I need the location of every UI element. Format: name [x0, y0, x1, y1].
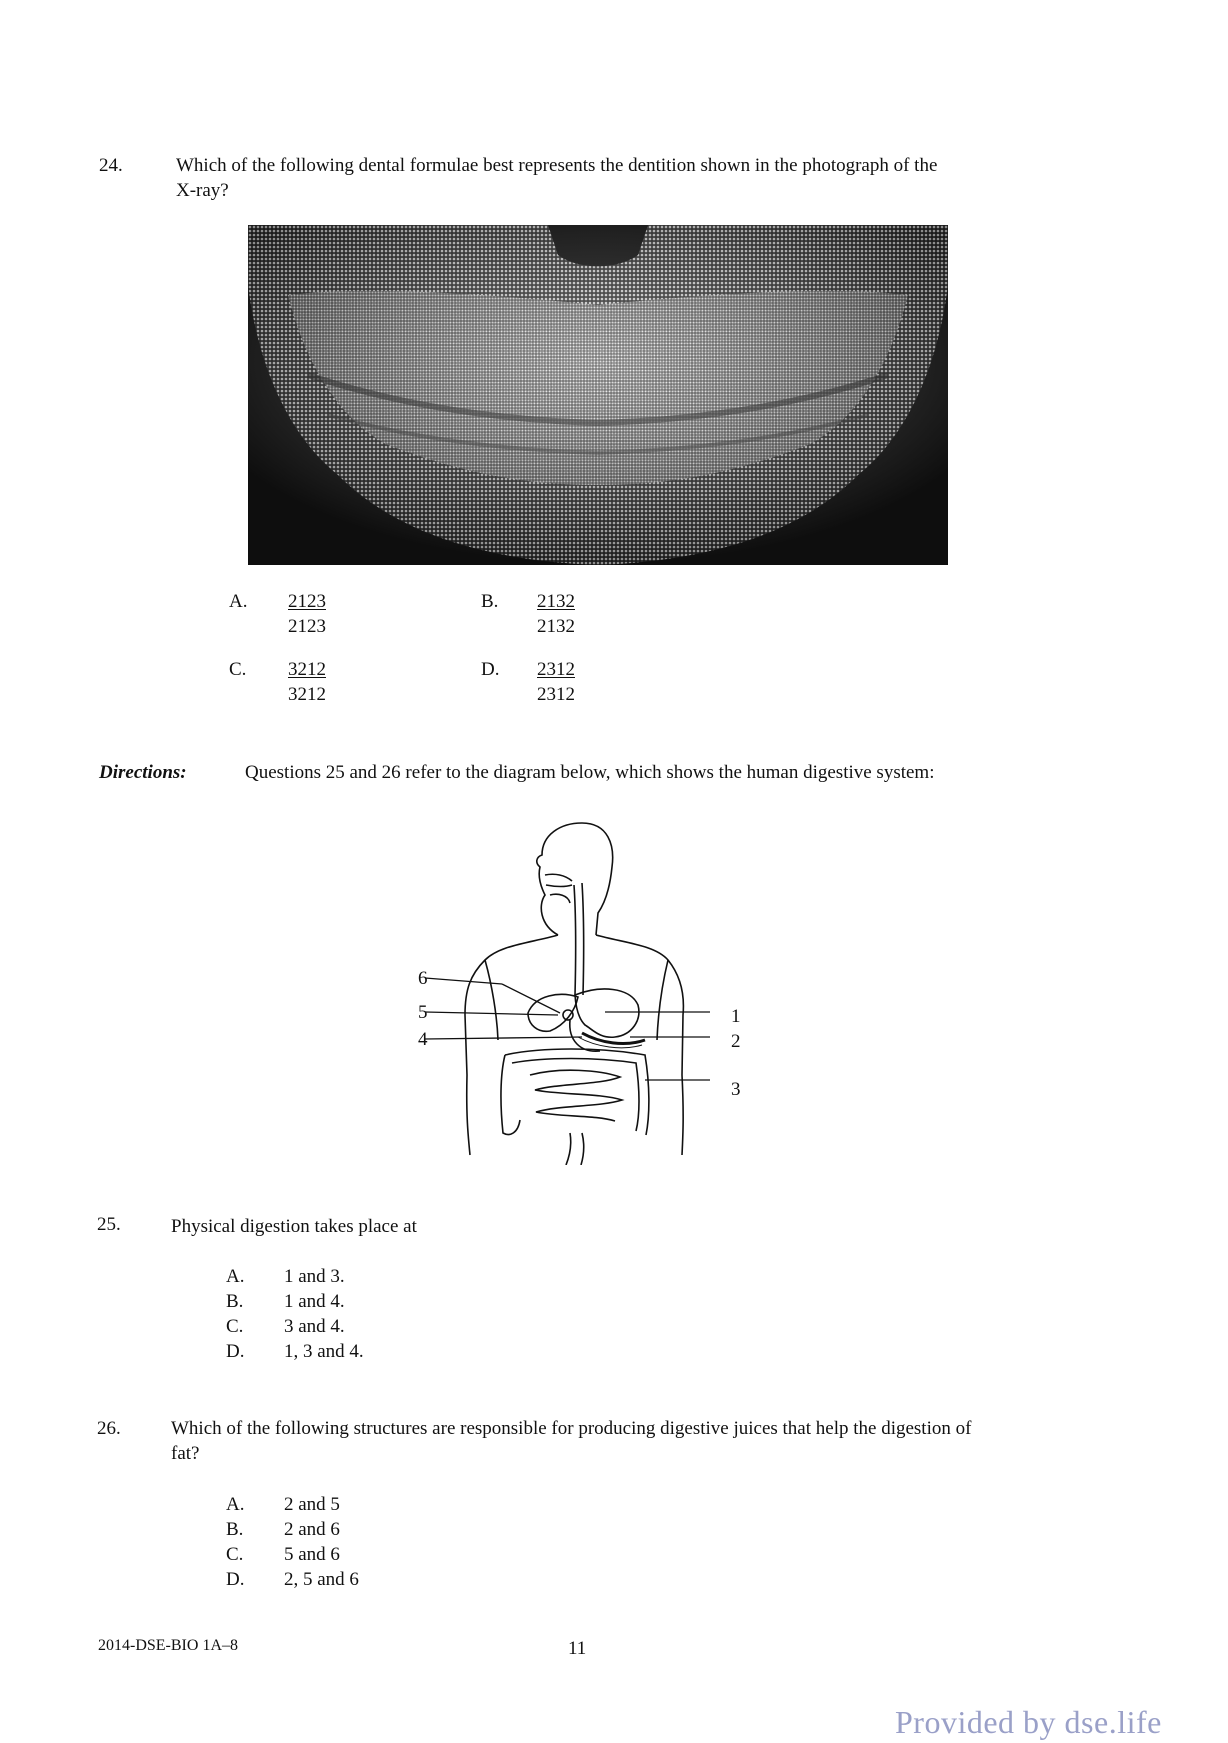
question-26-text — [171, 1416, 1091, 1466]
q24-option-b-upper: 2132 — [537, 591, 575, 612]
footer-exam-code: 2014-DSE-BIO 1A–8 — [98, 1637, 238, 1654]
q26-option-a: A. 2 and 5 — [226, 1494, 340, 1515]
label-lines — [425, 978, 710, 1080]
q24-option-b-letter: B. — [481, 591, 499, 612]
q26-option-b: B. 2 and 6 — [226, 1519, 340, 1540]
diagram-label-5: 5 — [418, 1002, 428, 1023]
question-24-text — [176, 153, 1096, 203]
question-24-text-line2: X-ray? — [176, 180, 229, 201]
digestive-system-diagram — [400, 815, 760, 1165]
diagram-label-2: 2 — [731, 1031, 741, 1052]
q24-option-c-upper: 3212 — [288, 659, 326, 680]
q24-option-b-formula — [537, 589, 575, 639]
watermark: Provided by dse.life — [895, 1704, 1162, 1740]
diagram-label-6: 6 — [418, 968, 428, 989]
body-outline — [465, 823, 683, 1165]
x-ray-image — [248, 225, 948, 565]
q24-option-d-upper: 2312 — [537, 659, 575, 680]
q25-option-c: C. 3 and 4. — [226, 1316, 345, 1337]
q26-options — [226, 1492, 359, 1592]
q24-option-a-formula — [288, 589, 326, 639]
footer-page-number: 11 — [568, 1638, 587, 1659]
question-26-text-line2: fat? — [171, 1443, 200, 1464]
q26-option-c: C. 5 and 6 — [226, 1544, 340, 1565]
question-24-number: 24. — [99, 155, 123, 176]
q25-option-a: A. 1 and 3. — [226, 1266, 345, 1287]
question-26-text-line1: Which of the following structures are responsible for producing digestive juices that help the digestion of — [171, 1418, 972, 1439]
q24-option-a-upper: 2123 — [288, 591, 326, 612]
question-24-text-line1: Which of the following dental formulae best represents the dentition shown in the photograph of the — [176, 155, 938, 176]
q25-option-b: B. 1 and 4. — [226, 1291, 345, 1312]
q25-options — [226, 1264, 364, 1364]
directions-label: Directions: — [99, 762, 187, 783]
diagram-label-4: 4 — [418, 1029, 428, 1050]
directions-text: Questions 25 and 26 refer to the diagram below, which shows the human digestive system: — [245, 762, 935, 783]
diagram-label-1: 1 — [731, 1006, 741, 1027]
q24-option-c-letter: C. — [229, 659, 247, 680]
x-ray-photograph — [248, 225, 948, 565]
q25-option-d: D. 1, 3 and 4. — [226, 1341, 364, 1362]
q26-option-d: D. 2, 5 and 6 — [226, 1569, 359, 1590]
q24-option-d-formula — [537, 657, 575, 707]
diagram-label-3: 3 — [731, 1079, 741, 1100]
q24-option-c-lower: 3212 — [288, 684, 326, 705]
q24-option-d-letter: D. — [481, 659, 500, 680]
q24-option-a-lower: 2123 — [288, 616, 326, 637]
q24-option-c-formula — [288, 657, 326, 707]
q24-option-a-letter: A. — [229, 591, 248, 612]
question-25-number: 25. — [97, 1214, 121, 1235]
question-25-text: Physical digestion takes place at — [171, 1216, 417, 1237]
question-26-number: 26. — [97, 1418, 121, 1439]
q24-option-b-lower: 2132 — [537, 616, 575, 637]
q24-option-d-lower: 2312 — [537, 684, 575, 705]
